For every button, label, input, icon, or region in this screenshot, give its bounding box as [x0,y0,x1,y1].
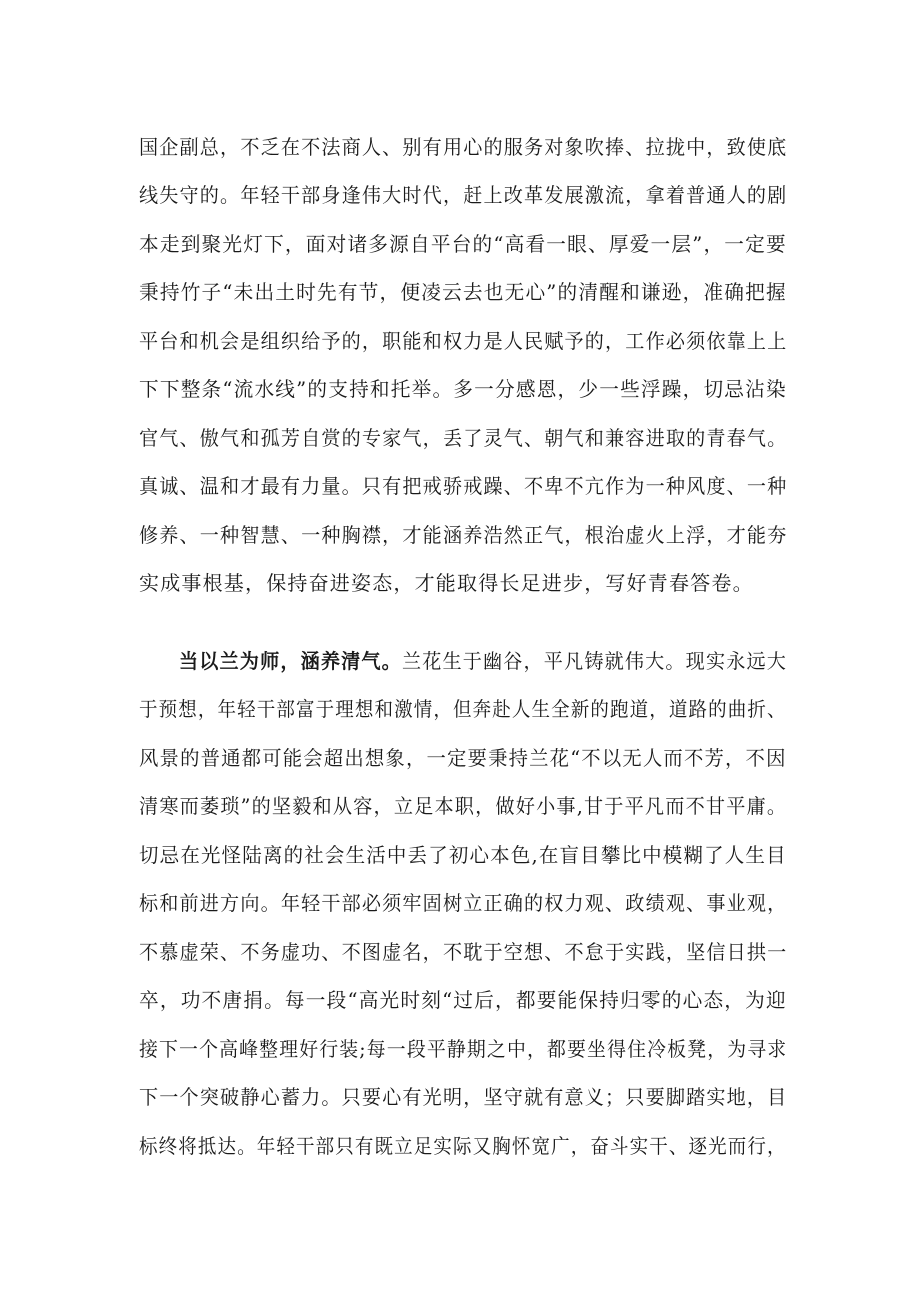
paragraph-2-line: 切忌在光怪陆离的社会生活中丢了初心本色,在盲目攀比中模糊了人生目 [139,843,787,867]
paragraph-2-line: 标终将抵达。年轻干部只有既立足实际又胸怀宽广，奋斗实干、逐光而行， [139,1134,787,1158]
paragraph-2-line: 接下一个高峰整理好行装;每一段平静期之中，都要坐得住冷板凳，为寻求 [139,1037,788,1061]
paragraph-2-line: 下一个突破静心蓄力。只要心有光明，坚守就有意义；只要脚踏实地，目 [139,1085,788,1109]
paragraph-2-line: 不慕虚荣、不务虚功、不图虚名，不耽于空想、不怠于实践，坚信日拱一 [139,940,788,964]
paragraph-1-line: 修养、一种智慧、一种胸襟，才能涵养浩然正气，根治虚火上浮，才能夯 [139,523,788,547]
paragraph-1-line: 国企副总，不乏在不法商人、别有用心的服务对象吹捧、拉拢中，致使底 [139,135,788,159]
paragraph-2-first-line-text: 兰花生于幽谷，平凡铸就伟大。现实永远大 [401,649,788,673]
paragraph-2-line: 于预想，年轻干部富于理想和激情，但奔赴人生全新的跑道，道路的曲折、 [139,697,787,721]
paragraph-1-line: 真诚、温和才最有力量。只有把戒骄戒躁、不卑不亢作为一种风度、一种 [139,474,788,498]
paragraph-2-first-line [179,647,787,675]
paragraph-1-line: 下下整条“流水线”的支持和托举。多一分感恩，少一些浮躁，切忌沾染 [139,377,787,401]
paragraph-2-line: 清寒而萎琐”的坚毅和从容，立足本职，做好小事,甘于平凡而不甘平庸。 [139,794,788,818]
paragraph-1-line: 本走到聚光灯下，面对诸多源自平台的“高看一眼、厚爱一层”，一定要 [139,232,787,256]
paragraph-2-line: 卒，功不唐捐。每一段“高光时刻“过后，都要能保持归零的心态，为迎 [139,988,787,1012]
paragraph-1-line: 线失守的。年轻干部身逢伟大时代，赶上改革发展激流，拿着普通人的剧 [139,183,788,207]
paragraph-1-line: 官气、傲气和孤芳自赏的专家气，丢了灵气、朝气和兼容进取的青春气。 [139,426,788,450]
paragraph-1-line: 秉持竹子“未出土时先有节，便凌云去也无心”的清醒和谦逊，准确把握 [139,280,787,304]
paragraph-1-line: 实成事根基，保持奋进姿态，才能取得长足进步，写好青春答卷。 [139,571,754,595]
paragraph-2-line: 风景的普通都可能会超出想象，一定要秉持兰花“不以无人而不芳，不因 [139,746,787,770]
paragraph-1-line: 平台和机会是组织给予的，职能和权力是人民赋予的，工作必须依靠上上 [139,329,788,353]
paragraph-2-line: 标和前进方向。年轻干部必须牢固树立正确的权力观、政绩观、事业观， [139,891,788,915]
section-heading: 当以兰为师，涵养清气。 [179,649,402,673]
